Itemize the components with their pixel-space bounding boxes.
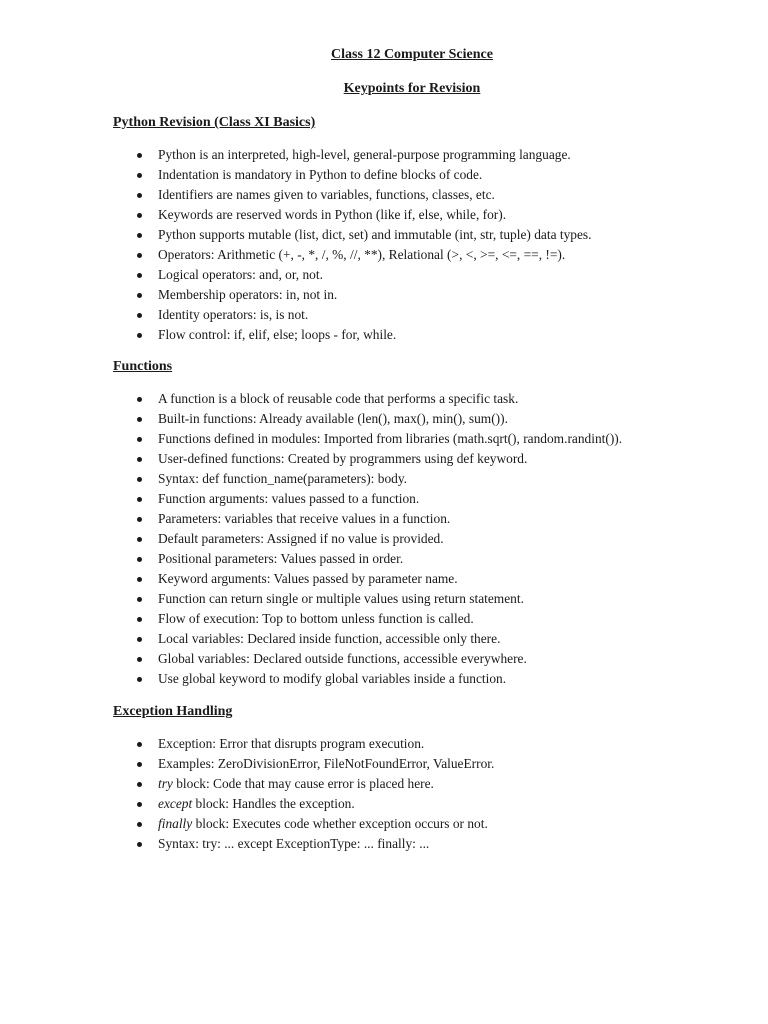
list-item (113, 429, 622, 449)
list-item-text: Membership operators: in, not in. (158, 287, 338, 302)
bullet-icon (137, 677, 142, 682)
list-item-keyword: except (158, 796, 193, 811)
functions-list (113, 389, 622, 689)
python-revision-list (113, 145, 591, 345)
list-item-keyword: try (158, 776, 173, 791)
list-item (113, 814, 494, 834)
list-item-text: Examples: ZeroDivisionError, FileNotFoundError, ValueError. (158, 756, 495, 771)
list-item-text: Operators: Arithmetic (+, -, *, /, %, //, **), Relational (>, <, >=, <=, ==, !=). (158, 247, 566, 262)
list-item-text: Syntax: try: ... except ExceptionType: ... finally: ... (158, 836, 430, 851)
bullet-icon (137, 293, 142, 298)
list-item-text: Python is an interpreted, high-level, general-purpose programming language. (158, 147, 571, 162)
list-item-text: block: Code that may cause error is placed here. (172, 776, 434, 791)
bullet-icon (137, 657, 142, 662)
bullet-icon (137, 537, 142, 542)
list-item (113, 549, 622, 569)
bullet-icon (137, 762, 142, 767)
list-item-text: Indentation is mandatory in Python to define blocks of code. (158, 167, 483, 182)
bullet-icon (137, 233, 142, 238)
bullet-icon (137, 637, 142, 642)
document-subtitle: Keypoints for Revision (343, 81, 481, 96)
bullet-icon (137, 497, 142, 502)
list-item-text: block: Executes code whether exception occurs or not. (192, 816, 488, 831)
list-item-text: Keyword arguments: Values passed by parameter name. (158, 571, 458, 586)
bullet-icon (137, 213, 142, 218)
bullet-icon (137, 193, 142, 198)
bullet-icon (137, 417, 142, 422)
list-item-text: Identifiers are names given to variables, functions, classes, etc. (158, 187, 495, 202)
exception-handling-list (113, 734, 494, 854)
list-item-text: Parameters: variables that receive values in a function. (158, 511, 451, 526)
list-item-text: Local variables: Declared inside function, accessible only there. (158, 631, 501, 646)
list-item (113, 145, 591, 165)
list-item (113, 245, 591, 265)
bullet-icon (137, 517, 142, 522)
list-item (113, 325, 591, 345)
list-item (113, 225, 591, 245)
list-item-text: Default parameters: Assigned if no value is provided. (158, 531, 444, 546)
list-item (113, 509, 622, 529)
list-item-text: block: Handles the exception. (192, 796, 355, 811)
section-heading-functions: Functions (113, 359, 173, 374)
list-item-text: User-defined functions: Created by programmers using def keyword. (158, 451, 528, 466)
bullet-icon (137, 577, 142, 582)
bullet-icon (137, 802, 142, 807)
list-item-text: Identity operators: is, is not. (158, 307, 309, 322)
bullet-icon (137, 457, 142, 462)
list-item (113, 165, 591, 185)
list-item (113, 469, 622, 489)
document-title: Class 12 Computer Science (331, 47, 493, 62)
bullet-icon (137, 742, 142, 747)
list-item-text: Flow control: if, elif, else; loops - for, while. (158, 327, 397, 342)
list-item-keyword: finally (158, 816, 193, 831)
list-item (113, 834, 494, 854)
list-item-text: Exception: Error that disrupts program execution. (158, 736, 425, 751)
list-item-text: Functions defined in modules: Imported from libraries (math.sqrt(), random.randint()). (158, 431, 623, 446)
bullet-icon (137, 822, 142, 827)
list-item (113, 409, 622, 429)
bullet-icon (137, 842, 142, 847)
list-item (113, 569, 622, 589)
list-item-text: Built-in functions: Already available (len(), max(), min(), sum()). (158, 411, 508, 426)
list-item (113, 669, 622, 689)
list-item-text: Logical operators: and, or, not. (158, 267, 323, 282)
list-item (113, 489, 622, 509)
bullet-icon (137, 313, 142, 318)
bullet-icon (137, 273, 142, 278)
list-item (113, 205, 591, 225)
list-item-text: Use global keyword to modify global variables inside a function. (158, 671, 507, 686)
list-item (113, 794, 494, 814)
list-item (113, 185, 591, 205)
list-item (113, 529, 622, 549)
list-item (113, 629, 622, 649)
bullet-icon (137, 253, 142, 258)
list-item-text: Syntax: def function_name(parameters): body. (158, 471, 408, 486)
bullet-icon (137, 477, 142, 482)
list-item-text: Flow of execution: Top to bottom unless function is called. (158, 611, 474, 626)
list-item-text: Function arguments: values passed to a function. (158, 491, 420, 506)
bullet-icon (137, 597, 142, 602)
bullet-icon (137, 782, 142, 787)
list-item-text: Global variables: Declared outside functions, accessible everywhere. (158, 651, 527, 666)
list-item-text: A function is a block of reusable code that performs a specific task. (158, 391, 519, 406)
section-heading-exception-handling: Exception Handling (113, 704, 233, 719)
list-item (113, 305, 591, 325)
list-item-text: Keywords are reserved words in Python (like if, else, while, for). (158, 207, 507, 222)
list-item (113, 774, 494, 794)
list-item (113, 389, 622, 409)
bullet-icon (137, 617, 142, 622)
list-item (113, 449, 622, 469)
bullet-icon (137, 333, 142, 338)
bullet-icon (137, 173, 142, 178)
list-item (113, 609, 622, 629)
list-item-text: Positional parameters: Values passed in order. (158, 551, 404, 566)
list-item-text: Python supports mutable (list, dict, set) and immutable (int, str, tuple) data types. (158, 227, 592, 242)
bullet-icon (137, 437, 142, 442)
list-item (113, 265, 591, 285)
list-item-text: Function can return single or multiple values using return statement. (158, 591, 524, 606)
list-item (113, 285, 591, 305)
list-item (113, 734, 494, 754)
section-heading-python-revision: Python Revision (Class XI Basics) (113, 115, 316, 130)
bullet-icon (137, 397, 142, 402)
list-item (113, 649, 622, 669)
list-item (113, 589, 622, 609)
bullet-icon (137, 153, 142, 158)
bullet-icon (137, 557, 142, 562)
list-item (113, 754, 494, 774)
